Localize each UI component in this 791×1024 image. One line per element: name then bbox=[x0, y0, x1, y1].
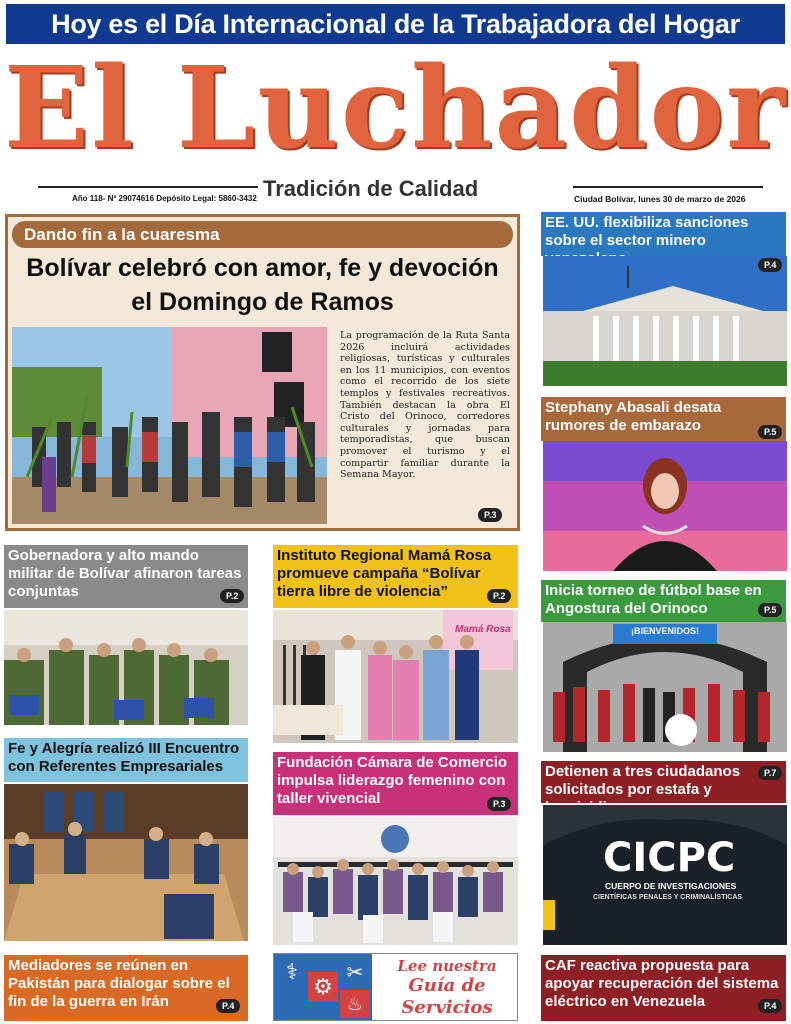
masthead-rule-left bbox=[38, 186, 258, 188]
cicpc-sub-1: CUERPO DE INVESTIGACIONES bbox=[605, 881, 737, 891]
cicpc-sub-2: CIENTÍFICAS PENALES Y CRIMINALÍSTICAS bbox=[593, 894, 743, 901]
center-story-2-title[interactable]: Fundación Cámara de Comercio impulsa liderazgo femenino con taller vivencial bbox=[273, 752, 518, 815]
top-banner[interactable]: Hoy es el Día Internacional de la Trabajadora del Hogar bbox=[6, 4, 785, 44]
ad-medical-icon: ⚕ bbox=[286, 959, 298, 984]
lead-page-badge[interactable]: P.3 bbox=[478, 508, 502, 522]
tagline: Tradición de Calidad bbox=[263, 176, 479, 201]
cicpc-label: CICPC bbox=[603, 835, 736, 881]
right-story-3-page[interactable]: P.5 bbox=[758, 603, 782, 617]
left-story-3-title[interactable]: Mediadores se reúnen en Pakistán para dialogar sobre el fin de la guerra en Irán bbox=[4, 955, 248, 1021]
left-story-2-title[interactable]: Fe y Alegría realizó III Encuentro con Referentes Empresariales bbox=[4, 738, 248, 782]
lead-photo bbox=[12, 327, 327, 524]
left-story-1-title[interactable]: Gobernadora y alto mando militar de Bolívar afinaron tareas conjuntas bbox=[4, 545, 248, 608]
center-story-2-photo bbox=[273, 817, 518, 945]
right-story-4-page[interactable]: P.7 bbox=[758, 766, 782, 780]
lead-headline-1[interactable]: Bolívar celebró con amor, fe y devoción bbox=[26, 254, 499, 282]
event-sign: ¡BIENVENIDOS! bbox=[630, 626, 699, 636]
right-story-1-title[interactable]: EE. UU. flexibiliza sanciones sobre el sector minero bbox=[541, 212, 786, 256]
left-story-1-page[interactable]: P.2 bbox=[220, 589, 244, 603]
right-story-5-title[interactable]: CAF reactiva propuesta para apoyar recuperación del sistema eléctrico en Venezuela bbox=[541, 955, 786, 1021]
edition-info: Año 118- Nº 29074616 Depósito Legal: 5860-3432 bbox=[72, 194, 257, 203]
lead-body: La programación de la Ruta Santa 2026 incluirá actividades religiosas, turísticas y culturales en los 11 municipios, con eventos como el recorrido de los siete templos y festivales recreativos. También destacan la obra El Cristo del Orinoco, corredores culturales y jornadas para temporadistas, que buscan promover el turismo y el compartir familiar durante la Semana Mayor. bbox=[340, 330, 510, 481]
right-story-4-title[interactable]: Detienen a tres ciudadanos solicitados por estafa y bbox=[541, 761, 786, 803]
masthead-rule-right bbox=[573, 186, 763, 188]
right-story-5-page[interactable]: P.4 bbox=[758, 999, 782, 1013]
right-story-3-photo bbox=[543, 622, 787, 752]
center-story-2-page[interactable]: P.3 bbox=[487, 797, 511, 811]
right-story-1-photo bbox=[543, 256, 787, 386]
left-story-1-photo bbox=[4, 610, 248, 725]
right-story-2-photo bbox=[543, 441, 787, 571]
right-story-2-page[interactable]: P.5 bbox=[758, 425, 782, 439]
center-story-1-page[interactable]: P.2 bbox=[487, 589, 511, 603]
lead-kicker: Dando fin a la cuaresma bbox=[12, 221, 513, 248]
mama-rosa-sign: Mamá Rosa bbox=[455, 624, 511, 635]
ad-wrench-icon: ✂ bbox=[346, 962, 364, 984]
ad-line-2: Guía de bbox=[408, 975, 486, 996]
left-story-2-photo bbox=[4, 784, 248, 941]
ad-line-1: Lee nuestra bbox=[397, 957, 497, 975]
services-guide-ad[interactable] bbox=[273, 953, 518, 1021]
ad-gear-icon: ⚙ bbox=[308, 972, 338, 1002]
lead-headline-2[interactable]: el Domingo de Ramos bbox=[131, 288, 394, 316]
right-story-4-photo bbox=[543, 805, 787, 945]
right-story-3-title[interactable]: Inicia torneo de fútbol base en Angostura del Orinoco bbox=[541, 580, 786, 622]
masthead-logo[interactable]: El Luchador bbox=[3, 43, 788, 174]
ad-icons-block bbox=[274, 954, 372, 1020]
center-story-1-photo bbox=[273, 610, 518, 743]
right-story-1-page[interactable]: P.4 bbox=[758, 258, 782, 272]
place-date: Ciudad Bolívar, lunes 30 de marzo de 2026 bbox=[574, 194, 746, 204]
ad-line-3: Servicios bbox=[401, 997, 493, 1018]
right-story-2-title[interactable]: Stephany Abasali desata rumores de embarazo bbox=[541, 397, 786, 441]
ad-cutlery-icon: ♨ bbox=[340, 990, 370, 1018]
center-story-1-title[interactable]: Instituto Regional Mamá Rosa promueve campaña “Bolívar tierra libre de violencia” bbox=[273, 545, 518, 608]
left-story-3-page[interactable]: P.4 bbox=[216, 999, 240, 1013]
